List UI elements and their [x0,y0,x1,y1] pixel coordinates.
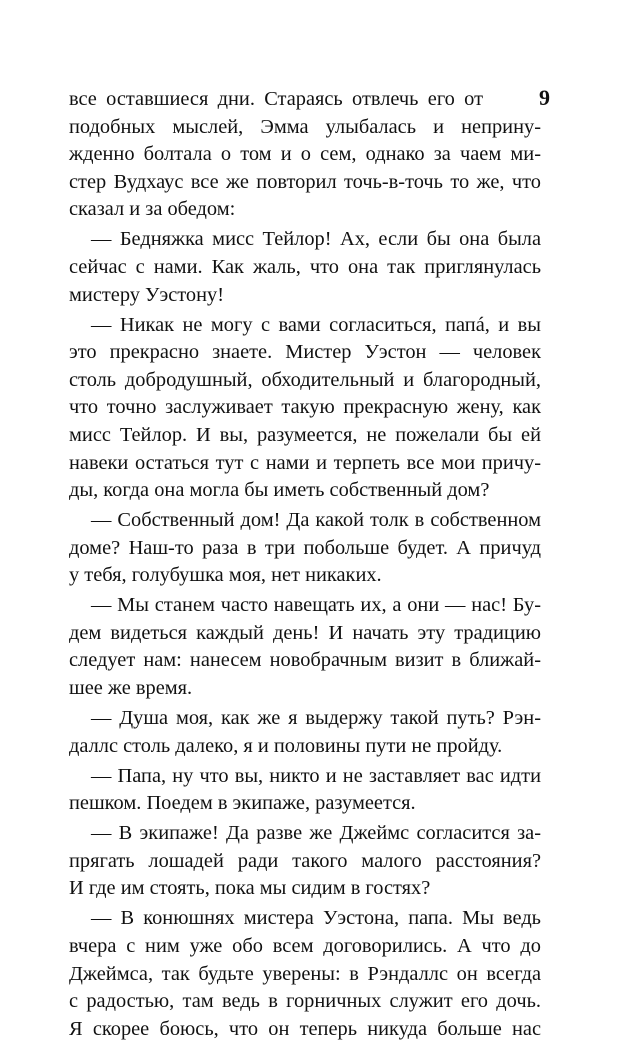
text-line: мистеру Уэстону! [69,283,225,306]
text-line: даллс столь далеко, я и половины пути не пройду. [69,734,503,757]
text-line: Я скорее боюсь, что он теперь никуда больше нас [69,1017,541,1040]
paragraph [69,226,541,309]
text-line: что точно заслуживает такую прекрасную жену, как [69,396,541,419]
text-line: это прекрасно знаете. Мистер Уэстон — человек [69,341,541,364]
text-line: вчера с ним уже обо всем договорились. А что до [69,934,541,957]
text-line: Джеймса, так будьте уверены: в Рэндаллс он всегда [69,962,541,985]
text-line: — В конюшнях мистера Уэстона, папа. Мы ведь [91,907,541,930]
text-line: все оставшиеся дни. Стараясь отвлечь его от [69,88,483,110]
text-line: — В экипаже! Да разве же Джеймс согласится за- [91,822,541,845]
text-line: доме? Наш-то раза в три побольше будет. А причуд [69,536,541,559]
text-line: пешком. Поедем в экипаже, разумеется. [69,792,416,815]
text-line: подобных мыслей, Эмма улыбалась и неприну- [69,115,541,138]
paragraph [69,905,541,1043]
text-line: дем видеться каждый день! И начать эту традицию [69,621,541,644]
text-line: сейчас с нами. Как жаль, что она так приглянулась [69,255,541,278]
text-line: — Собственный дом! Да какой толк в собственном [91,509,541,532]
page-number: 9 [539,85,550,110]
text-line: стер Вудхаус все же повторил точь-в-точь то же, что [69,170,541,193]
text-line: сказал и за обедом: [69,198,236,221]
text-line: — Душа моя, как же я выдержу такой путь? Рэн- [91,707,541,730]
text-line: с радостью, там ведь в горничных служит его дочь. [69,990,541,1013]
text-line: — Бедняжка мисс Тейлор! Ах, если бы она была [91,228,541,251]
paragraph [69,820,541,903]
text-line: — Никак не могу с вами согласиться, папá, и вы [91,313,541,336]
text-line: жденно болтала о том и о сем, однако за чаем ми- [69,143,541,166]
body-text [69,86,541,1043]
text-line: ды, когда она могла бы иметь собственный дом? [69,479,490,502]
text-line: навеки остаться тут с нами и терпеть все мои причу- [69,451,541,474]
text-line: столь добродушный, обходительный и благородный, [69,368,541,391]
text-line: И где им стоять, пока мы сидим в гостях? [69,877,431,900]
text-line: мисс Тейлор. И вы, разумеется, не пожелали бы ей [69,423,541,446]
text-line: шее же время. [69,677,193,700]
paragraph [69,763,541,818]
text-line: у тебя, голубушка моя, нет никаких. [69,564,382,587]
text-line: прягать лошадей ради такого малого расстояния? [69,849,541,872]
text-line: — Папа, ну что вы, никто и не заставляет вас идти [91,764,541,787]
paragraph [69,312,541,505]
text-line: — Мы станем часто навещать их, а они — нас! Бу- [91,594,541,617]
paragraph [69,705,541,760]
paragraph [69,507,541,590]
text-line: следует нам: нанесем новобрачным визит в ближай- [69,649,541,672]
paragraph [69,592,541,702]
paragraph [69,86,541,224]
